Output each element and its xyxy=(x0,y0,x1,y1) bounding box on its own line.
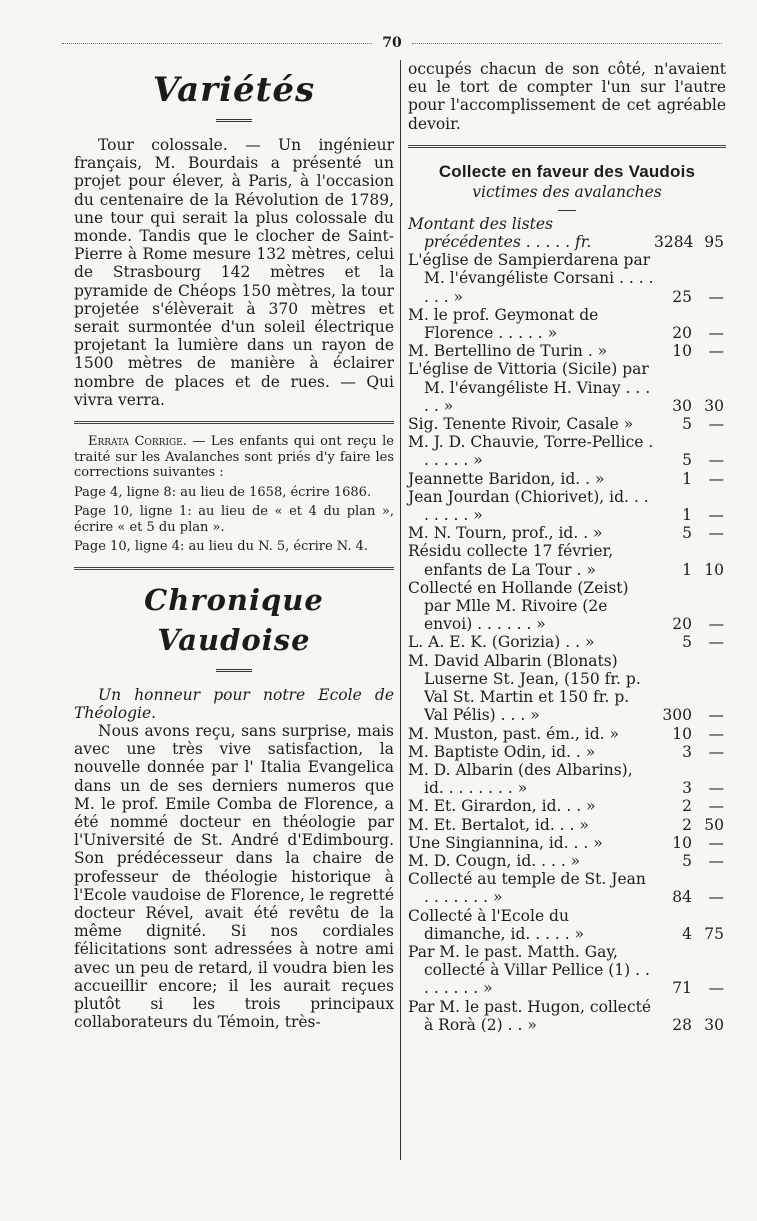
entry-cents: 50 xyxy=(704,815,724,834)
entry-francs: 25 xyxy=(672,287,692,306)
errata-intro: — Les enfants qui ont reçu le traité sur les Avalanches sont priés d'y faire les corrections suivantes : xyxy=(74,434,394,481)
entry-cents: 10 xyxy=(704,560,724,579)
entry-francs: 1 xyxy=(682,469,692,488)
left-column xyxy=(74,60,394,1031)
list-item xyxy=(408,852,726,870)
varietes-title: Variétés xyxy=(152,70,316,110)
entry-desc: L'église de Sampierdarena par M. l'évangéliste Corsani . . . . . . . » xyxy=(408,251,654,306)
entry-desc: M. Muston, past. ém., id. » xyxy=(408,724,619,743)
list-item xyxy=(408,470,726,488)
entry-cents: — xyxy=(708,469,724,488)
list-item xyxy=(408,816,726,834)
entry-cents: — xyxy=(708,797,724,816)
list-item xyxy=(408,725,726,743)
entry-cents: — xyxy=(708,742,724,761)
entry-cents: — xyxy=(708,451,724,470)
entry-cents: — xyxy=(708,833,724,852)
entry-cents: 30 xyxy=(704,1015,724,1034)
entry-francs: 10 xyxy=(672,724,692,743)
list-item xyxy=(408,761,726,797)
entry-cents: 30 xyxy=(704,396,724,415)
list-item xyxy=(408,998,726,1034)
entry-desc: M. D. Cougn, id. . . . » xyxy=(408,851,581,870)
entry-desc: Une Singiannina, id. . . » xyxy=(408,833,603,852)
varietes-article: Tour colossale. — Un ingénieur français, M. Bourdais a présenté un projet pour élever, à Paris, à l'occasion du centenaire de la Révolution de 1789, une tour qui serait la plus colossale du monde. Tandis que le clocher de Saint-Pierre à Rome mesure 132 mètres, celui de Strasbourg 142 mètres et la pyramide de Chéops 150 mètres, la tour projetée s'élèverait à 370 mètres et serait surmontée d'un soleil électrique projetant la lumière dans un rayon de 1500 mètres de manière à éclairer nombre de places et de rues. — Qui vivra verra. xyxy=(74,136,394,409)
list-item xyxy=(408,834,726,852)
list-item xyxy=(408,743,726,761)
entry-cents: — xyxy=(708,851,724,870)
right-column xyxy=(408,60,726,1034)
errata-item: Page 10, ligne 4: au lieu du N. 5, écrire N. 4. xyxy=(74,539,369,555)
list-item xyxy=(408,342,726,360)
entry-francs: 5 xyxy=(682,633,692,652)
list-item xyxy=(408,797,726,815)
list-item xyxy=(408,579,726,634)
entry-desc: M. N. Tourn, prof., id. . » xyxy=(408,524,603,543)
entry-francs: 4 xyxy=(682,924,692,943)
entry-cents: — xyxy=(708,779,724,798)
entry-cents: — xyxy=(708,633,724,652)
entry-cents: 95 xyxy=(704,233,724,252)
errata-section xyxy=(74,434,394,555)
entry-desc: M. J. D. Chauvie, Torre-Pellice . . . . . . » xyxy=(408,433,654,470)
entry-cents: — xyxy=(708,342,724,361)
entry-desc: M. Baptiste Odin, id. . » xyxy=(408,742,596,761)
entry-cents: — xyxy=(708,324,724,343)
list-item xyxy=(408,215,726,251)
entry-francs: 10 xyxy=(672,833,692,852)
entry-francs: 3 xyxy=(682,779,692,798)
entry-francs: 2 xyxy=(682,797,692,816)
continuation-text: occupés chacun de son côté, n'avaient eu le tort de compter l'un sur l'autre pour l'accomplissement de cet agréable devoir. xyxy=(408,60,726,133)
entry-francs: 84 xyxy=(672,888,692,907)
newspaper-page xyxy=(62,34,726,1164)
entry-desc: M. Bertellino de Turin . » xyxy=(408,342,608,361)
entry-desc: Montant des listes précédentes . . . . . fr. xyxy=(408,214,592,252)
entry-cents: — xyxy=(708,287,724,306)
entry-desc: M. D. Albarin (des Albarins), id. . . . . . . . » xyxy=(408,760,633,798)
column-divider xyxy=(400,60,401,1160)
section-rule xyxy=(74,567,394,570)
entry-francs: 20 xyxy=(672,615,692,634)
list-item xyxy=(408,488,726,524)
entry-francs: 5 xyxy=(682,415,692,434)
list-item xyxy=(408,633,726,651)
entry-cents: 75 xyxy=(704,924,724,943)
entry-desc: M. Et. Bertalot, id. . . » xyxy=(408,815,589,834)
entry-francs: 3 xyxy=(682,742,692,761)
entry-cents: — xyxy=(708,524,724,543)
entry-desc: M. David Albarin (Blonats) Luserne St. Jean, (150 fr. p. Val St. Martin et 150 fr. p. Val Pélis) . . . » xyxy=(408,651,641,725)
page-number: 70 xyxy=(62,34,722,52)
entry-francs: 1 xyxy=(682,506,692,525)
collecte-subtitle: victimes des avalanches xyxy=(472,182,662,201)
entry-francs: 5 xyxy=(682,524,692,543)
honneur-heading: Un honneur pour notre Ecole de Théologie. xyxy=(74,685,394,722)
entry-francs: 2 xyxy=(682,815,692,834)
section-rule xyxy=(74,421,394,424)
chronique-title: Chronique Vaudoise xyxy=(144,582,324,657)
entry-desc: L'église de Vittoria (Sicile) par M. l'évangéliste H. Vinay . . . . . » xyxy=(408,360,651,415)
subtitle-dash xyxy=(408,202,726,211)
entry-cents: — xyxy=(708,415,724,434)
list-item xyxy=(408,306,726,342)
entry-desc: M. Et. Girardon, id. . . » xyxy=(408,797,596,816)
list-item xyxy=(408,433,726,469)
errata-label: Errata Corrige. xyxy=(88,434,187,450)
entry-francs: 5 xyxy=(682,851,692,870)
entry-desc: Par M. le past. Hugon, collecté à Rorà (2) . . » xyxy=(408,997,652,1034)
errata-item: Page 4, ligne 8: au lieu de 1658, écrire 1686. xyxy=(74,484,372,500)
entry-desc: Jean Jourdan (Chiorivet), id. . . . . . . . » xyxy=(408,487,649,525)
entry-francs: 28 xyxy=(672,1015,692,1034)
entry-desc: Résidu collecte 17 février, enfants de La Tour . » xyxy=(408,542,614,579)
entry-desc: Jeannette Baridon, id. . » xyxy=(408,469,605,488)
list-item xyxy=(408,652,726,725)
entry-cents: — xyxy=(708,706,724,725)
entry-francs: 20 xyxy=(672,324,692,343)
entry-francs: 1 xyxy=(682,560,692,579)
list-item xyxy=(408,360,726,415)
entry-cents: — xyxy=(708,506,724,525)
list-item xyxy=(408,542,726,578)
entry-desc: Collecté au temple de St. Jean . . . . . . . » xyxy=(408,870,646,907)
collecte-list xyxy=(408,215,726,1034)
entry-francs: 71 xyxy=(672,979,692,998)
errata-item: Page 10, ligne 1: au lieu de « et 4 du plan », écrire « et 5 du plan ». xyxy=(74,504,394,535)
entry-desc: L. A. E. K. (Gorizia) . . » xyxy=(408,633,595,652)
entry-francs: 300 xyxy=(662,706,692,725)
list-item xyxy=(408,251,726,306)
entry-desc: M. le prof. Geymonat de Florence . . . . . » xyxy=(408,305,599,343)
entry-cents: — xyxy=(708,979,724,998)
section-rule xyxy=(408,145,726,148)
collecte-title: Collecte en faveur des Vaudois xyxy=(438,161,696,181)
title-ornament xyxy=(74,112,394,122)
entry-desc: Collecté en Hollande (Zeist) par Mlle M. Rivoire (2e envoi) . . . . . . » xyxy=(408,578,629,634)
entry-francs: 30 xyxy=(672,396,692,415)
entry-cents: — xyxy=(708,615,724,634)
entry-cents: — xyxy=(708,724,724,743)
entry-cents: — xyxy=(708,888,724,907)
entry-desc: Par M. le past. Matth. Gay, collecté à Villar Pellice (1) . . . . . . . . » xyxy=(408,942,650,998)
title-ornament xyxy=(74,662,394,672)
list-item xyxy=(408,870,726,906)
entry-desc: Collecté à l'Ecole du dimanche, id. . . . . » xyxy=(408,906,585,943)
honneur-article: Nous avons reçu, sans surprise, mais avec une très vive satisfaction, la nouvelle donnée par l' Italia Evangelica dans un de ses derniers numeros que M. le prof. Emile Comba de Florence, a été nommé docteur en théologie par l'Université de St. André d'Edimbourg. Son prédécesseur dans la chaire de professeur de théologie historique à l'Ecole vaudoise de Florence, le regretté docteur Rével, avait été revêtu de la même dignité. Si nos cordiales félicitations sont adressées à notre ami avec un peu de retard, il voudra bien les accueillir encore; il les aurait reçues plutôt si les trois principaux collaborateurs du Témoin, très- xyxy=(74,721,394,1032)
entry-desc: Sig. Tenente Rivoir, Casale » xyxy=(408,415,634,434)
entry-francs: 3284 xyxy=(654,233,694,252)
list-item xyxy=(408,524,726,542)
list-item xyxy=(408,415,726,433)
list-item xyxy=(408,943,726,998)
entry-francs: 10 xyxy=(672,342,692,361)
list-item xyxy=(408,907,726,943)
entry-francs: 5 xyxy=(682,451,692,470)
